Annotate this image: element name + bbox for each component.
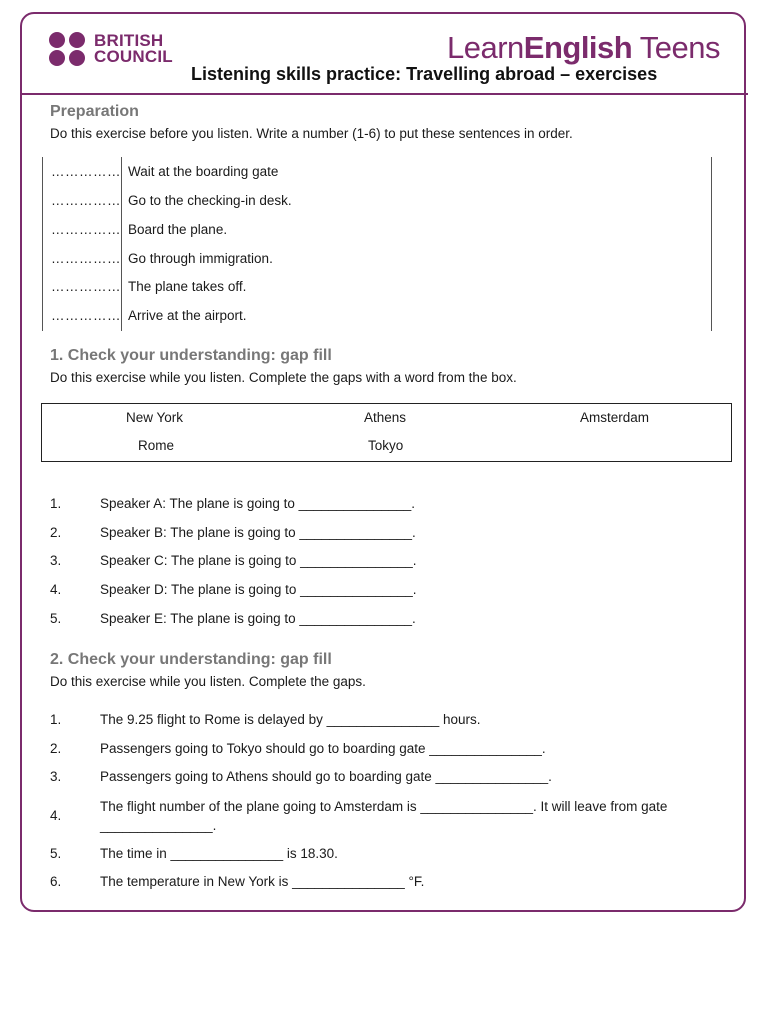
word-option: Rome [138,438,175,453]
order-blank: …………… [51,251,121,266]
question-text: Speaker D: The plane is going to _______________. [100,582,417,597]
question-text: Passengers going to Athens should go to boarding gate _______________. [100,769,552,784]
order-blank: …………… [51,279,121,294]
exercise2-instruction: Do this exercise while you listen. Complete the gaps. [50,674,366,689]
order-blank: …………… [51,193,121,208]
sentence: Board the plane. [128,222,228,237]
question-number: 6. [50,874,62,889]
table-row [43,308,711,328]
british-council-wordmark: BRITISH COUNCIL [94,31,173,66]
question-text: Speaker E: The plane is going to _______________. [100,611,416,626]
question-text: The flight number of the plane going to Amsterdam is _______________. It will leave from gate [100,799,668,814]
question-number: 2. [50,525,62,540]
sentence: Wait at the boarding gate [128,164,279,179]
preparation-instruction: Do this exercise before you listen. Write a number (1-6) to put these sentences in order. [50,126,573,141]
question-text: The 9.25 flight to Rome is delayed by _______________ hours. [100,712,481,727]
exercise1-heading: 1. Check your understanding: gap fill [50,347,332,364]
table-row [43,193,711,213]
table-row [43,222,711,242]
word-option: Tokyo [368,438,404,453]
question-text: Speaker A: The plane is going to _______________. [100,496,416,511]
preparation-heading: Preparation [50,103,139,120]
header-rule [20,93,748,95]
question-text: Passengers going to Tokyo should go to boarding gate _______________. [100,741,546,756]
word-option: New York [126,410,184,425]
british-council-dots-icon [49,32,87,66]
word-option: Athens [364,410,407,425]
question-text: The time in _______________ is 18.30. [100,846,338,861]
question-number: 4. [50,808,62,823]
question-number: 5. [50,846,62,861]
document-title: Listening skills practice: Travelling abroad – exercises [191,64,658,84]
question-text-continued: _______________. [100,818,217,833]
question-number: 3. [50,769,62,784]
question-number: 2. [50,741,62,756]
order-blank: …………… [51,164,121,179]
table-row [43,251,711,271]
preparation-table [42,157,712,331]
table-row [43,279,711,299]
question-number: 3. [50,553,62,568]
british-council-logo [49,32,173,66]
order-blank: …………… [51,222,121,237]
word-option: Amsterdam [580,410,650,425]
question-number: 4. [50,582,62,597]
question-number: 1. [50,712,62,727]
question-text: Speaker B: The plane is going to _______________. [100,525,416,540]
sentence: The plane takes off. [128,279,247,294]
word-box [41,403,732,462]
question-text: Speaker C: The plane is going to _______________. [100,553,417,568]
sentence: Go to the checking-in desk. [128,193,292,208]
order-blank: …………… [51,308,121,323]
learnenglish-teens-logo: LearnEnglish Teens [446,30,720,65]
sentence: Arrive at the airport. [128,308,247,323]
question-text: The temperature in New York is _______________ °F. [100,874,425,889]
question-number: 5. [50,611,62,626]
sentence: Go through immigration. [128,251,273,266]
exercise1-instruction: Do this exercise while you listen. Complete the gaps with a word from the box. [50,370,517,385]
table-row [43,164,711,184]
question-number: 1. [50,496,62,511]
exercise2-heading: 2. Check your understanding: gap fill [50,651,332,668]
